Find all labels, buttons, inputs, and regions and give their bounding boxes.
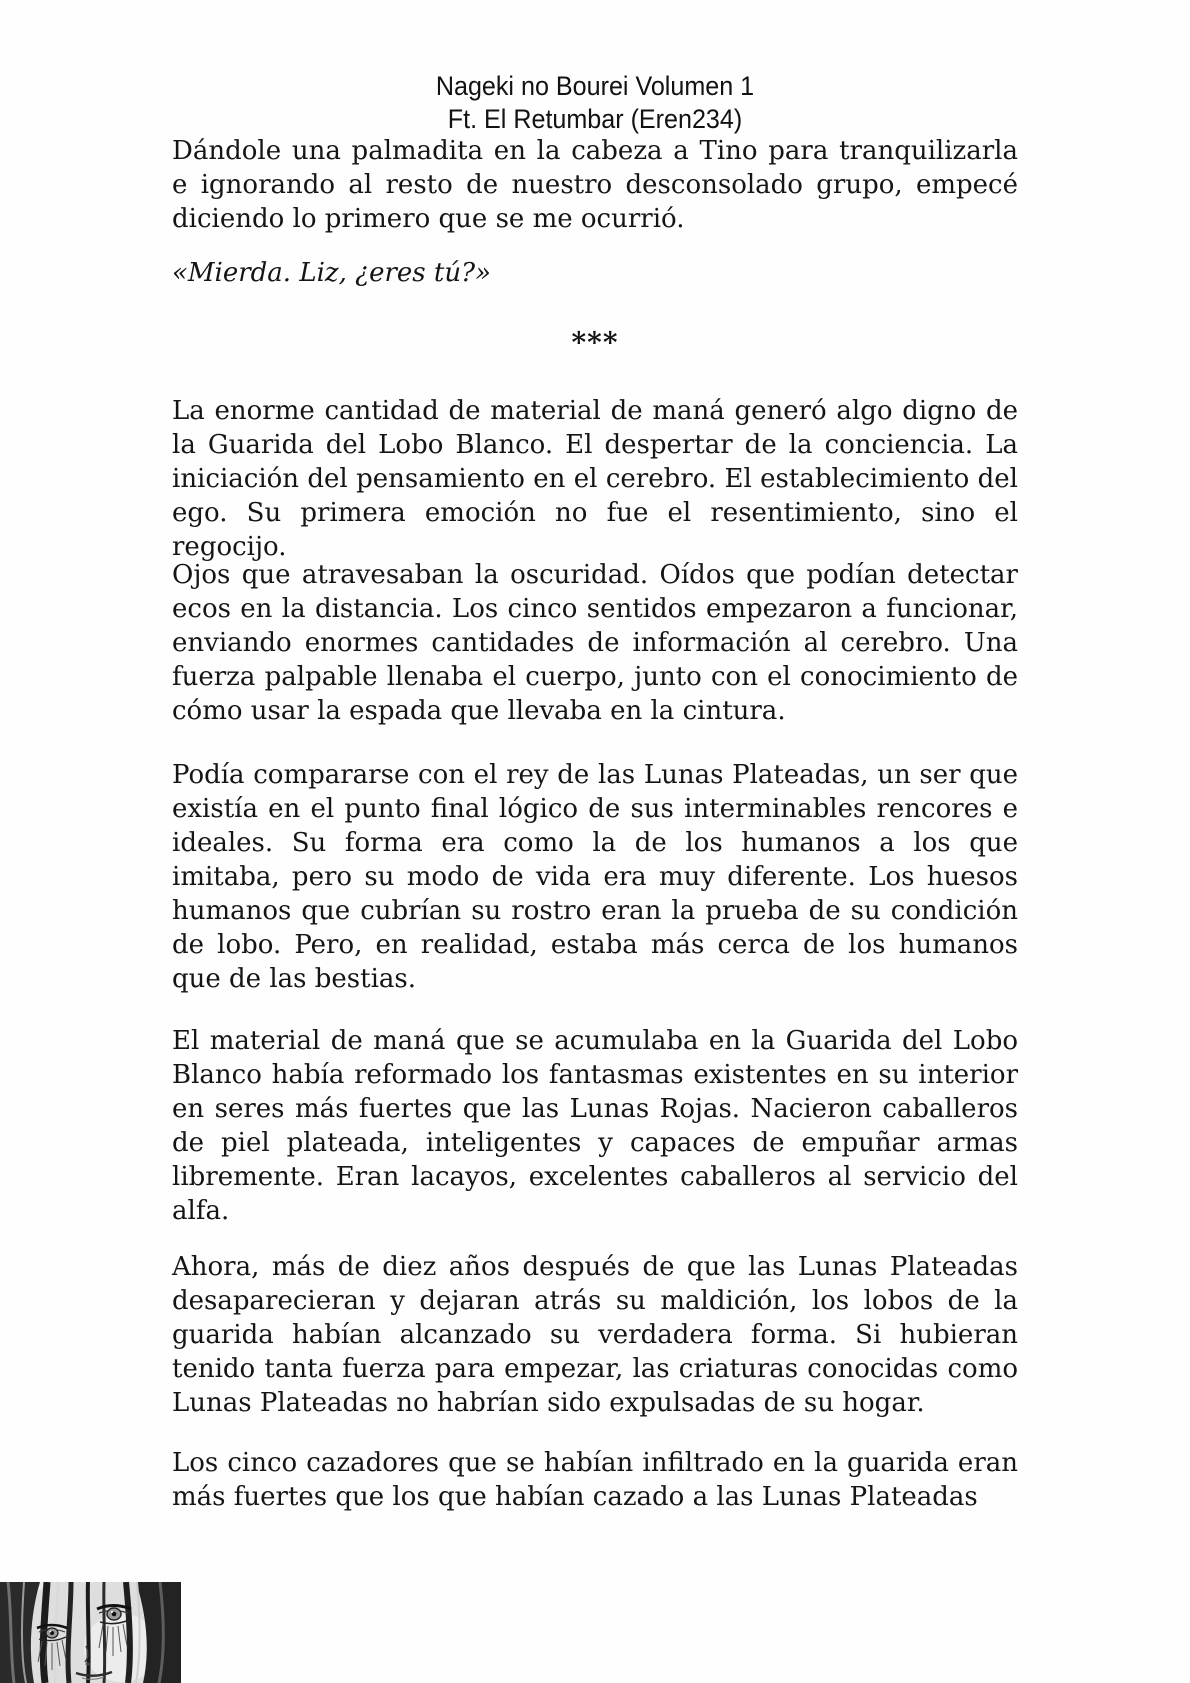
manga-face-image [0, 1582, 181, 1683]
page-title: Nageki no Bourei Volumen 1 [435, 71, 755, 101]
paragraph: El material de maná que se acumulaba en la Guarida del Lobo Blanco había reformado los fantasmas existentes en su interior en seres más fuertes que las Lunas Rojas. Nacieron caballeros de piel plateada, inteligentes y capaces de empuñar armas libremente. Eran lacayos, excelentes caballeros al servicio del alfa. [172, 1026, 1018, 1226]
scene-separator: *** [571, 326, 619, 359]
page-subtitle: Ft. El Retumbar (Eren234) [447, 104, 743, 134]
paragraph: Dándole una palmadita en la cabeza a Tino para tranquilizarla e ignorando al resto de nuestro desconsolado grupo, empecé diciendo lo primero que se me ocurrió. [172, 136, 1018, 234]
paragraph: Ahora, más de diez años después de que las Lunas Plateadas desaparecieran y dejaran atrás su maldición, los lobos de la guarida habían alcanzado su verdadera forma. Si hubieran tenido tanta fuerza para empezar, las criaturas conocidas como Lunas Plateadas no habrían sido expulsadas de su hogar. [172, 1252, 1018, 1418]
paragraph: Ojos que atravesaban la oscuridad. Oídos que podían detectar ecos en la distancia. Los cinco sentidos empezaron a funcionar, enviando enormes cantidades de información al cerebro. Una fuerza palpable llenaba el cuerpo, junto con el conocimiento de cómo usar la espada que llevaba en la cintura. [172, 560, 1018, 726]
dialogue-quote: «Mierda. Liz, ¿eres tú?» [172, 258, 491, 288]
paragraph: Los cinco cazadores que se habían infiltrado en la guarida eran más fuertes que los que habían cazado a las Lunas Plateadas [172, 1448, 1018, 1512]
paragraph: Podía compararse con el rey de las Lunas Plateadas, un ser que existía en el punto final lógico de sus interminables rencores e ideales. Su forma era como la de los humanos a los que imitaba, pero su modo de vida era muy diferente. Los huesos humanos que cubrían su rostro eran la prueba de su condición de lobo. Pero, en realidad, estaba más cerca de los humanos que de las bestias. [172, 760, 1018, 994]
paragraph: La enorme cantidad de material de maná generó algo digno de la Guarida del Lobo Blanco. El despertar de la conciencia. La iniciación del pensamiento en el cerebro. El establecimiento del ego. Su primera emoción no fue el resentimiento, sino el regocijo. [172, 396, 1018, 562]
page-header [0, 70, 1190, 136]
